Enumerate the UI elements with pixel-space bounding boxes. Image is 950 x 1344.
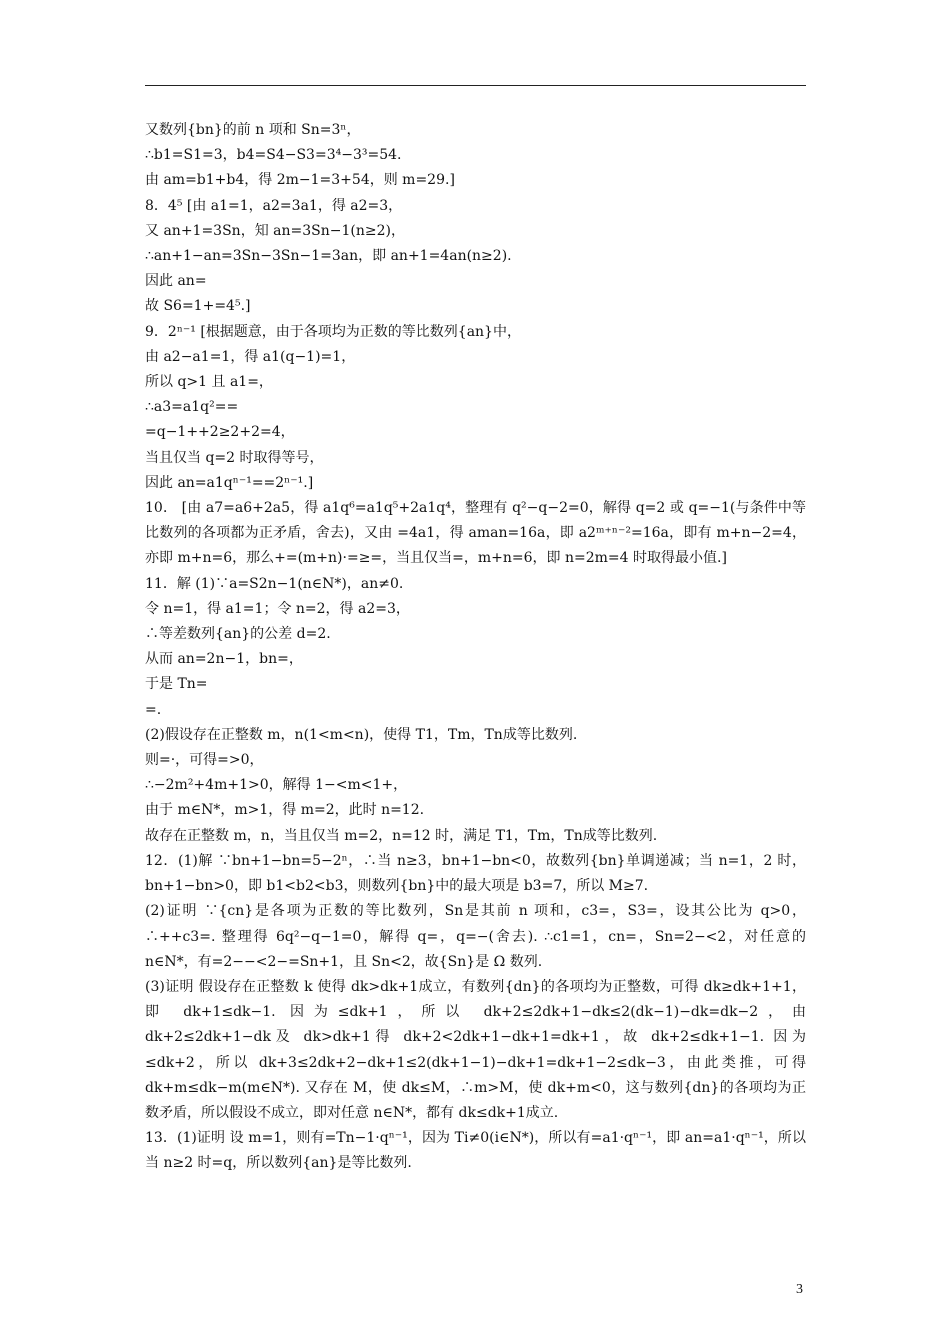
text-line: 由 am=b1+b4，得 2m−1=3+54，则 m=29.] xyxy=(145,172,455,189)
text-paragraph: 13．(1)证明 设 m=1，则有=Tn−1·qⁿ⁻¹，因为 Ti≠0(i∈N*)，所以有=a1·qⁿ⁻¹，即 an=a1·qⁿ⁻¹，所以当 n≥2 时=q，所以数列{an}是等比数列. xyxy=(145,1130,806,1172)
text-line: 则=·，可得=>0， xyxy=(145,752,264,769)
text-paragraph: (3)证明 假设存在正整数 k 使得 dk>dk+1成立，有数列{dn}的各项均为正整数，可得 dk≥dk+1+1，即 dk+1≤dk−1. 因为≤dk+1，所以 dk+2≤2dk+1−dk≤2(dk−1)−dk=dk−2，由 dk+2≤2dk+1−dk及 dk>dk+1得 dk+2<2dk+1−dk+1=dk+1，故 dk+2≤dk+1−1. 因为≤dk+2，所以 dk+3≤2dk+2−dk+1≤2(dk+1−1)−dk+1=dk+1−2≤dk−3，由此类推，可得 dk+m≤dk−m(m∈N*). 又存在 M，使 dk≤M，∴m>M，使 dk+m<0，这与数列{dn}的各项均为正数矛盾，所以假设不成立，即对任意 n∈N*，都有 dk≤dk+1成立. xyxy=(145,978,806,1121)
text-line: 11．解 (1)∵a=S2n−1(n∈N*)，an≠0. xyxy=(145,575,404,592)
text-line: (2)假设存在正整数 m，n(1<m<n)，使得 T1，Tm，Tn成等比数列. xyxy=(145,726,578,743)
text-line: 故存在正整数 m，n，当且仅当 m=2，n=12 时，满足 T1，Tm，Tn成等比数列. xyxy=(145,827,658,844)
text-line: ∴a3=a1q²== xyxy=(145,399,239,416)
text-line: 9．2ⁿ⁻¹ [根据题意，由于各项均为正数的等比数列{an}中， xyxy=(145,323,521,340)
text-paragraph: 12．(1)解 ∵bn+1−bn=5−2ⁿ，∴当 n≥3，bn+1−bn<0，故数列{bn}单调递减；当 n=1，2 时，bn+1−bn>0，即 b1<b2<b3，则数列{bn}中的最大项是 b3=7，所以 M≥7. xyxy=(145,852,806,895)
text-line: ∴−2m²+4m+1>0，解得 1−<m<1+， xyxy=(145,777,408,794)
text-line: 因此 an= xyxy=(145,273,207,290)
text-paragraph: (2)证明 ∵{cn}是各项为正数的等比数列，Sn是其前 n 项和，c3=，S3=，设其公比为 q>0，∴++c3=. 整理得 6q²−q−1=0，解得 q=，q=−(舍去). ∴c1=1，cn=，Sn=2−<2，对任意的 n∈N*，有=2−−<2−=Sn+1，且 Sn<2，故{Sn}是 Ω 数列. xyxy=(145,903,806,970)
text-paragraph: 10． [由 a7=a6+2a5，得 a1q⁶=a1q⁵+2a1q⁴，整理有 q²−q−2=0，解得 q=2 或 q=−1(与条件中等比数列的各项都为正矛盾，舍去)，又由 =4a1，得 aman=16a，即 a2ᵐ⁺ⁿ⁻²=16a，即有 m+n−2=4，亦即 m+n=6，那么+=(m+n)·=≥=，当且仅当=，m+n=6，即 n=2m=4 时取得最小值.] xyxy=(145,500,806,567)
text-line: ∴b1=S1=3，b4=S4−S3=3⁴−3³=54. xyxy=(145,147,402,164)
page-number: 3 xyxy=(796,1282,803,1297)
text-line: 从而 an=2n−1，bn=， xyxy=(145,651,303,668)
text-line: 故 S6=1+=4⁵.] xyxy=(145,298,251,315)
text-line: 又数列{bn}的前 n 项和 Sn=3ⁿ， xyxy=(145,122,361,138)
header-rule xyxy=(145,85,806,86)
text-line: 8．4⁵ [由 a1=1，a2=3a1，得 a2=3， xyxy=(145,197,403,214)
text-line: 又 an+1=3Sn，知 an=3Sn−1(n≥2)， xyxy=(145,222,405,239)
text-line: 当且仅当 q=2 时取得等号， xyxy=(145,449,324,466)
text-line: 于是 Tn= xyxy=(145,676,208,693)
text-line: 由 a2−a1=1，得 a1(q−1)=1， xyxy=(145,348,356,365)
document-body xyxy=(145,118,806,1177)
text-line: 所以 q>1 且 a1=， xyxy=(145,374,273,391)
text-line: 因此 an=a1qⁿ⁻¹==2ⁿ⁻¹.] xyxy=(145,474,314,491)
text-line: 由于 m∈N*，m>1，得 m=2，此时 n=12. xyxy=(145,802,425,819)
text-line: 令 n=1，得 a1=1；令 n=2，得 a2=3， xyxy=(145,600,410,617)
text-line: ∴等差数列{an}的公差 d=2. xyxy=(145,626,331,643)
text-line: =. xyxy=(145,701,162,718)
text-line: =q−1++2≥2+2=4， xyxy=(145,424,295,441)
text-line: ∴an+1−an=3Sn−3Sn−1=3an，即 an+1=4an(n≥2). xyxy=(145,248,512,265)
